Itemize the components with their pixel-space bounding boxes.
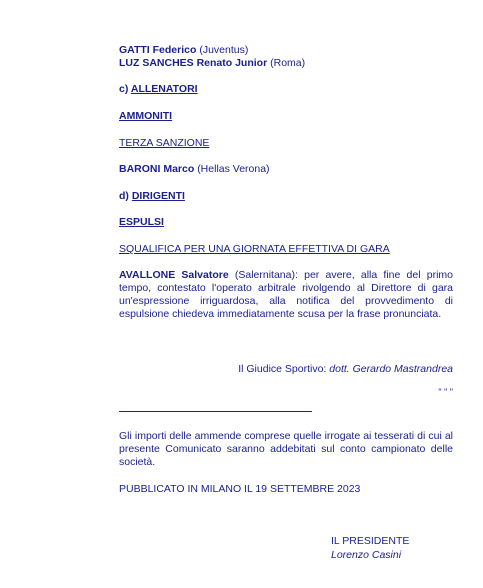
president-name: Lorenzo Casini [331, 549, 402, 561]
espulsi-heading: ESPULSI [119, 216, 164, 228]
coach-team: (Hellas Verona) [197, 163, 270, 175]
player-entry-1 [119, 44, 453, 57]
separator-line [119, 411, 312, 412]
squalifica-heading: SQUALIFICA PER UNA GIORNATA EFFETTIVA DI GARA [119, 243, 390, 255]
section-allenatori-heading [119, 83, 453, 96]
coach-name: BARONI Marco [119, 163, 195, 175]
published-line: PUBBLICATO IN MILANO IL 19 SETTEMBRE 2023 [119, 483, 361, 495]
quotes-mark: " " " [438, 387, 453, 397]
player-team: (Roma) [270, 57, 306, 69]
judge-signature [119, 363, 453, 376]
sanction-paragraph [119, 269, 453, 321]
section-dirigenti-heading [119, 190, 453, 203]
terza-sanzione-heading: TERZA SANZIONE [119, 137, 210, 149]
judge-label: Il Giudice Sportivo: [238, 363, 327, 375]
section-prefix: c) [119, 83, 129, 95]
sanction-text: (Salernitana): per avere, alla fine del primo tempo, contestato l'operato arbitrale rivolgendo al Direttore di gara un'espressione irriguardosa, alla notifica del provvedimento di espulsione chiedeva immediatamente scusa per la frase pronunciata. [119, 269, 453, 320]
president-title: IL PRESIDENTE [331, 535, 410, 547]
sanctioned-name: AVALLONE Salvatore [119, 269, 229, 281]
section-title: DIRIGENTI [131, 190, 185, 202]
judge-name: dott. Gerardo Mastrandrea [329, 363, 453, 375]
notice-paragraph: Gli importi delle ammende comprese quelle irrogate ai tesserati di cui al presente Comunicato saranno addebitati sul conto campionato delle società. [119, 430, 453, 468]
coach-entry [119, 163, 453, 176]
player-name: GATTI Federico [119, 44, 197, 56]
player-name: LUZ SANCHES Renato Junior [119, 57, 268, 69]
ammoniti-heading: AMMONITI [119, 110, 173, 122]
section-prefix: d) [119, 190, 129, 202]
section-title: ALLENATORI [130, 83, 198, 95]
player-team: (Juventus) [199, 44, 249, 56]
player-entry-2 [119, 57, 453, 70]
